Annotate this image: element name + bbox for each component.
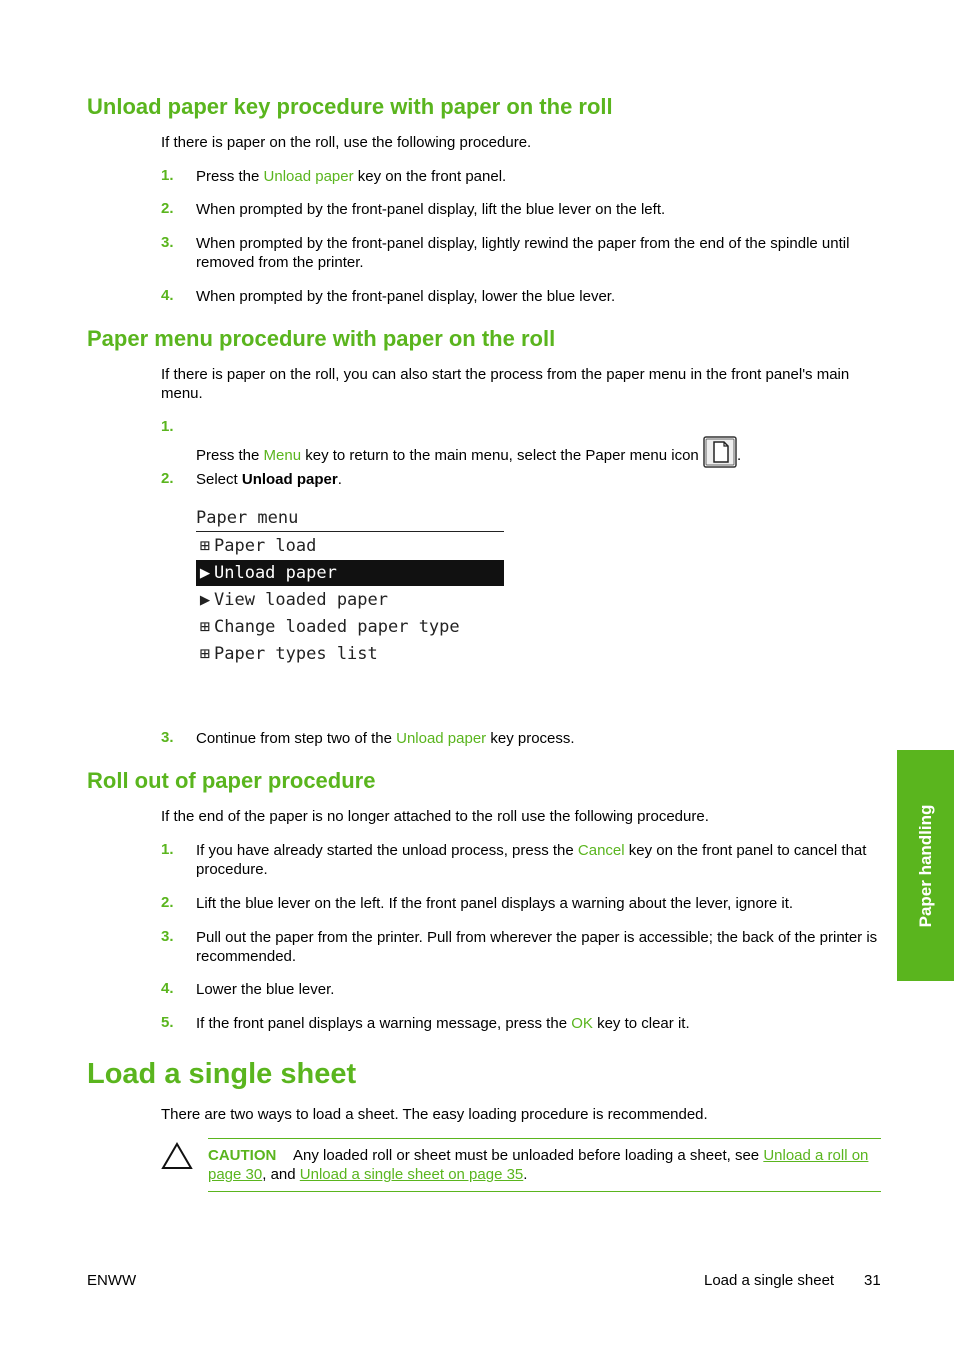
cancel-key-link[interactable]: Cancel	[577, 842, 625, 859]
unload-paper-key-link[interactable]: Unload paper	[263, 168, 354, 185]
section-intro: If the end of the paper is no longer attached to the roll use the following procedure.	[161, 808, 709, 825]
step-number: 3.	[161, 234, 174, 251]
front-panel-paper-menu	[196, 505, 504, 670]
page-heading-load-single-sheet: Load a single sheet	[87, 1058, 357, 1090]
section-intro: If there is paper on the roll, you can also start the process from the paper menu in the front panel's main menu.	[161, 366, 850, 402]
step-text: Lift the blue lever on the left. If the front panel displays a warning about the lever, ignore it.	[196, 895, 794, 912]
step-text: Pull out the paper from the printer. Pull from wherever the paper is accessible; the back of the printer is recommended.	[196, 929, 878, 965]
section-intro: There are two ways to load a sheet. The easy loading procedure is recommended.	[161, 1106, 708, 1123]
page-number: 31	[864, 1272, 881, 1289]
step-number: 1.	[161, 418, 174, 435]
step-text: When prompted by the front-panel display, lower the blue lever.	[196, 288, 616, 305]
step-number: 2.	[161, 894, 174, 911]
side-tab-paper-handling[interactable]	[897, 750, 954, 981]
menu-key-link[interactable]: Menu	[263, 447, 302, 464]
step-number: 2.	[161, 200, 174, 217]
arrow-right-icon: ▶	[199, 590, 211, 610]
step-text: Continue from step two of the Unload paper key process.	[196, 730, 575, 747]
step-text: When prompted by the front-panel display, lightly rewind the paper from the end of the spindle until removed from the printer.	[196, 235, 850, 271]
caution-label: CAUTION	[208, 1147, 277, 1164]
step-number: 4.	[161, 287, 174, 304]
menu-item-change-loaded-paper-type[interactable]: ⊞ Change loaded paper type	[196, 614, 504, 640]
step-text: When prompted by the front-panel display, lift the blue lever on the left.	[196, 201, 666, 218]
menu-item-paper-types-list[interactable]: ⊞ Paper types list	[196, 641, 504, 667]
section-heading-paper-menu: Paper menu procedure with paper on the roll	[87, 326, 556, 351]
side-tab-label: Paper handling	[915, 804, 935, 927]
step-number: 5.	[161, 1014, 174, 1031]
footer-title: Load a single sheet	[704, 1272, 835, 1289]
step-number: 1.	[161, 167, 174, 184]
step-text: Select Unload paper.	[196, 471, 342, 488]
step-text: Press the Menu key to return to the main menu, select the Paper menu icon .	[196, 436, 886, 473]
step-number: 3.	[161, 729, 174, 746]
menu-item-unload-paper[interactable]: ▶ Unload paper	[196, 560, 504, 586]
expand-icon: ⊞	[199, 644, 211, 664]
step-text: If the front panel displays a warning message, press the OK key to clear it.	[196, 1015, 690, 1032]
expand-icon: ⊞	[199, 536, 211, 556]
unload-single-sheet-link[interactable]: Unload a single sheet on page 35	[299, 1166, 524, 1183]
section-intro: If there is paper on the roll, use the following procedure.	[161, 134, 532, 151]
step-text: Press the Unload paper key on the front panel.	[196, 168, 507, 185]
caution-triangle-icon	[161, 1142, 193, 1174]
ok-key-link[interactable]: OK	[571, 1015, 593, 1032]
step-text: Lower the blue lever.	[196, 981, 335, 998]
step-number: 3.	[161, 928, 174, 945]
caution-note: CAUTION Any loaded roll or sheet must be unloaded before loading a sheet, see Unload a roll on page 30, and Unload a single sheet on page 35.	[208, 1138, 881, 1192]
expand-icon: ⊞	[199, 617, 211, 637]
step-number: 1.	[161, 841, 174, 858]
step-text: If you have already started the unload process, press the Cancel key on the front panel to cancel that procedure.	[196, 842, 867, 878]
step-number: 4.	[161, 980, 174, 997]
footer-left: ENWW	[87, 1272, 137, 1289]
menu-item-view-loaded-paper[interactable]: ▶ View loaded paper	[196, 587, 504, 613]
unload-paper-key-link[interactable]: Unload paper	[396, 730, 487, 747]
unload-roll-link[interactable]: Unload a roll on page 30	[208, 1147, 869, 1183]
step-number: 2.	[161, 470, 174, 487]
paper-menu-icon	[703, 436, 737, 473]
menu-item-paper-load[interactable]: ⊞ Paper load	[196, 533, 504, 559]
section-heading-unload-key: Unload paper key procedure with paper on the roll	[87, 94, 613, 119]
section-heading-roll-out: Roll out of paper procedure	[87, 768, 376, 793]
menu-title: Paper menu	[196, 505, 504, 532]
arrow-right-icon: ▶	[199, 563, 211, 583]
